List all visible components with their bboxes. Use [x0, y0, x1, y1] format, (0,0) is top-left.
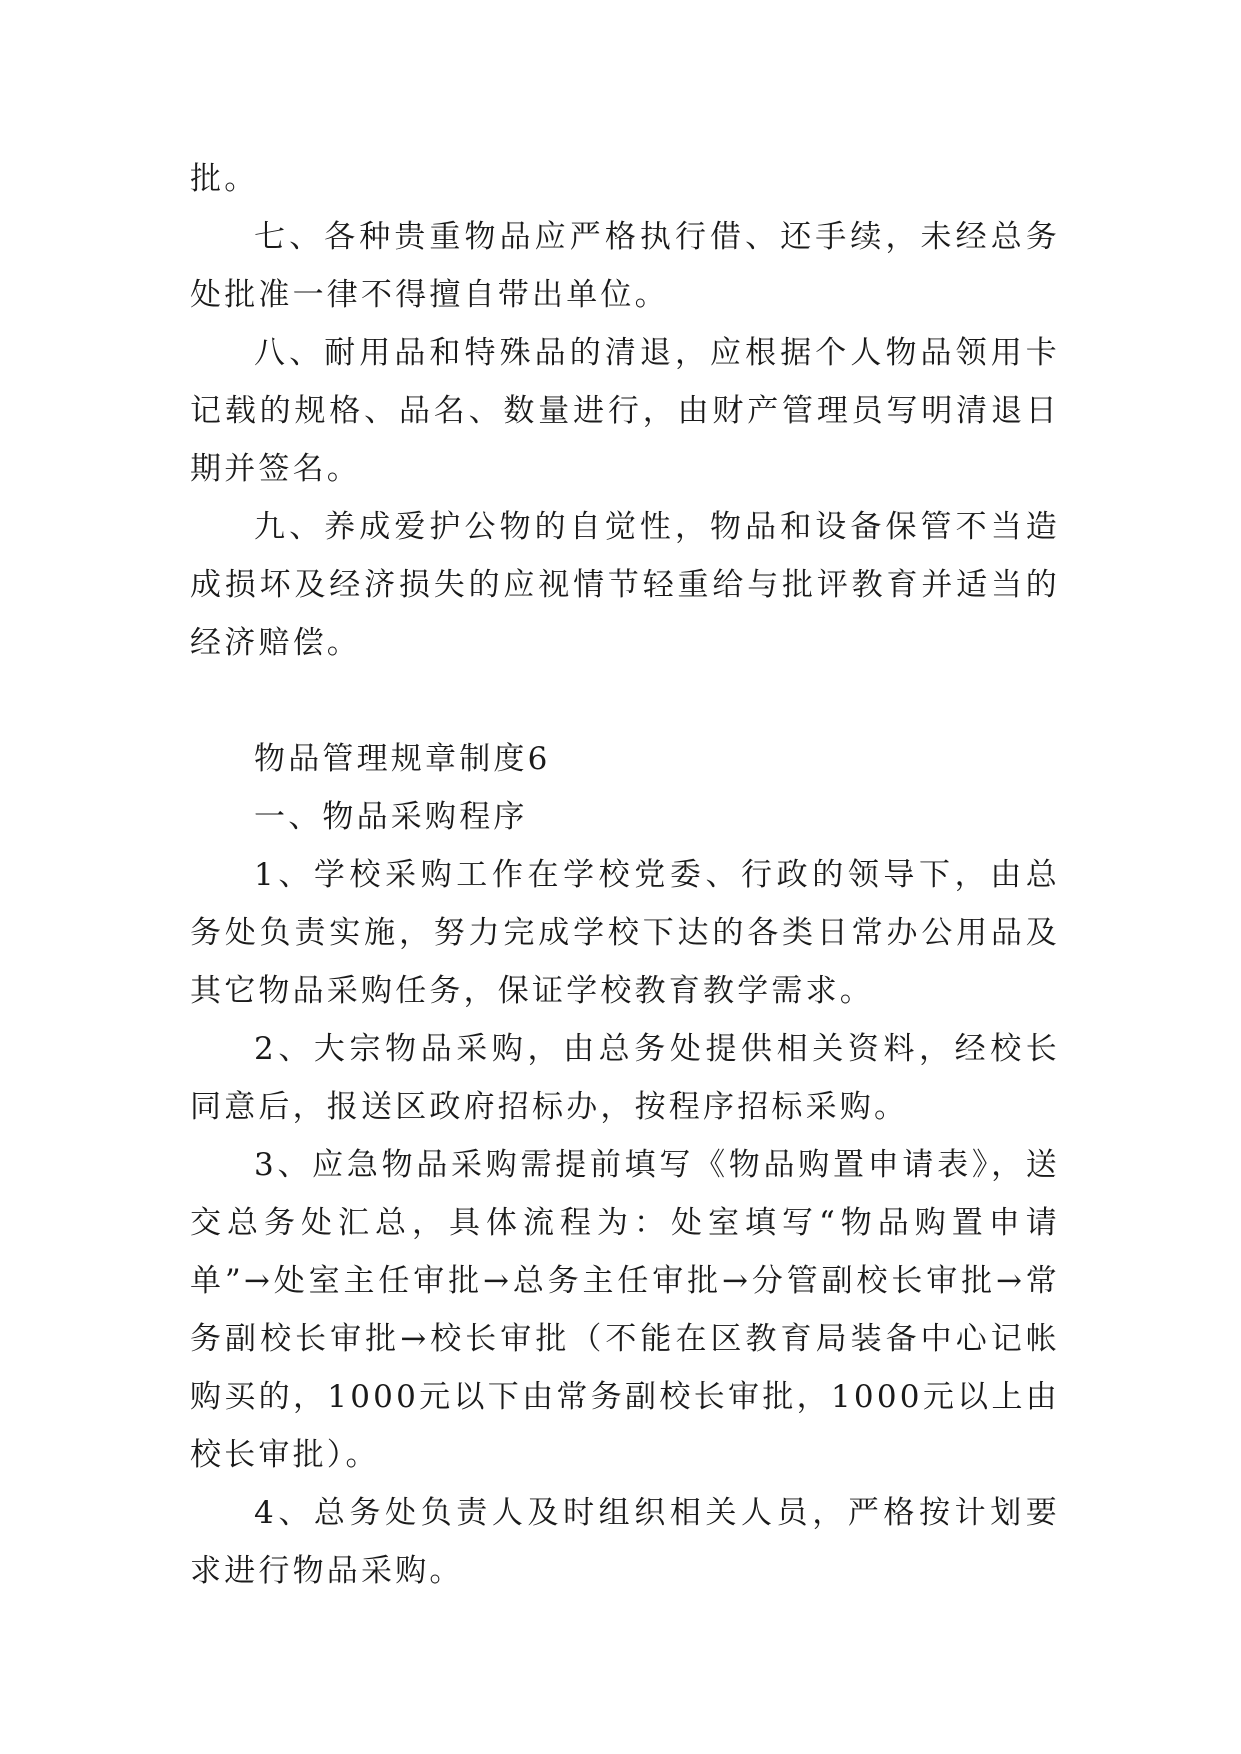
- paragraph-step-2: 2、大宗物品采购，由总务处提供相关资料，经校长同意后，报送区政府招标办，按程序招标采购。: [190, 1031, 1060, 1125]
- section-title: 物品管理规章制度6: [254, 741, 551, 777]
- paragraph-step-3: 3、应急物品采购需提前填写《物品购置申请表》，送交总务处汇总，具体流程为：处室填写“物品购置申请单”→处室主任审批→总务主任审批→分管副校长审批→常务副校长审批→校长审批（不能在区教育局装备中心记帐购买的，1000元以下由常务副校长审批，1000元以上由校长审批）。: [190, 1147, 1060, 1473]
- subsection-title: 一、物品采购程序: [254, 799, 528, 835]
- paragraph-item-7: 七、各种贵重物品应严格执行借、还手续，未经总务处批准一律不得擅自带出单位。: [190, 219, 1060, 313]
- paragraph-step-4: 4、总务处负责人及时组织相关人员，严格按计划要求进行物品采购。: [190, 1495, 1060, 1589]
- document-body: [190, 150, 1060, 1600]
- paragraph-item-9: 九、养成爱护公物的自觉性，物品和设备保管不当造成损坏及经济损失的应视情节轻重给与批评教育并适当的经济赔偿。: [190, 509, 1060, 661]
- paragraph-continuation: 批。: [190, 161, 259, 197]
- paragraph-item-8: 八、耐用品和特殊品的清退，应根据个人物品领用卡记载的规格、品名、数量进行，由财产管理员写明清退日期并签名。: [190, 335, 1060, 487]
- paragraph-step-1: 1、学校采购工作在学校党委、行政的领导下，由总务处负责实施，努力完成学校下达的各类日常办公用品及其它物品采购任务，保证学校教育教学需求。: [190, 857, 1060, 1009]
- section-spacer: [190, 672, 1060, 730]
